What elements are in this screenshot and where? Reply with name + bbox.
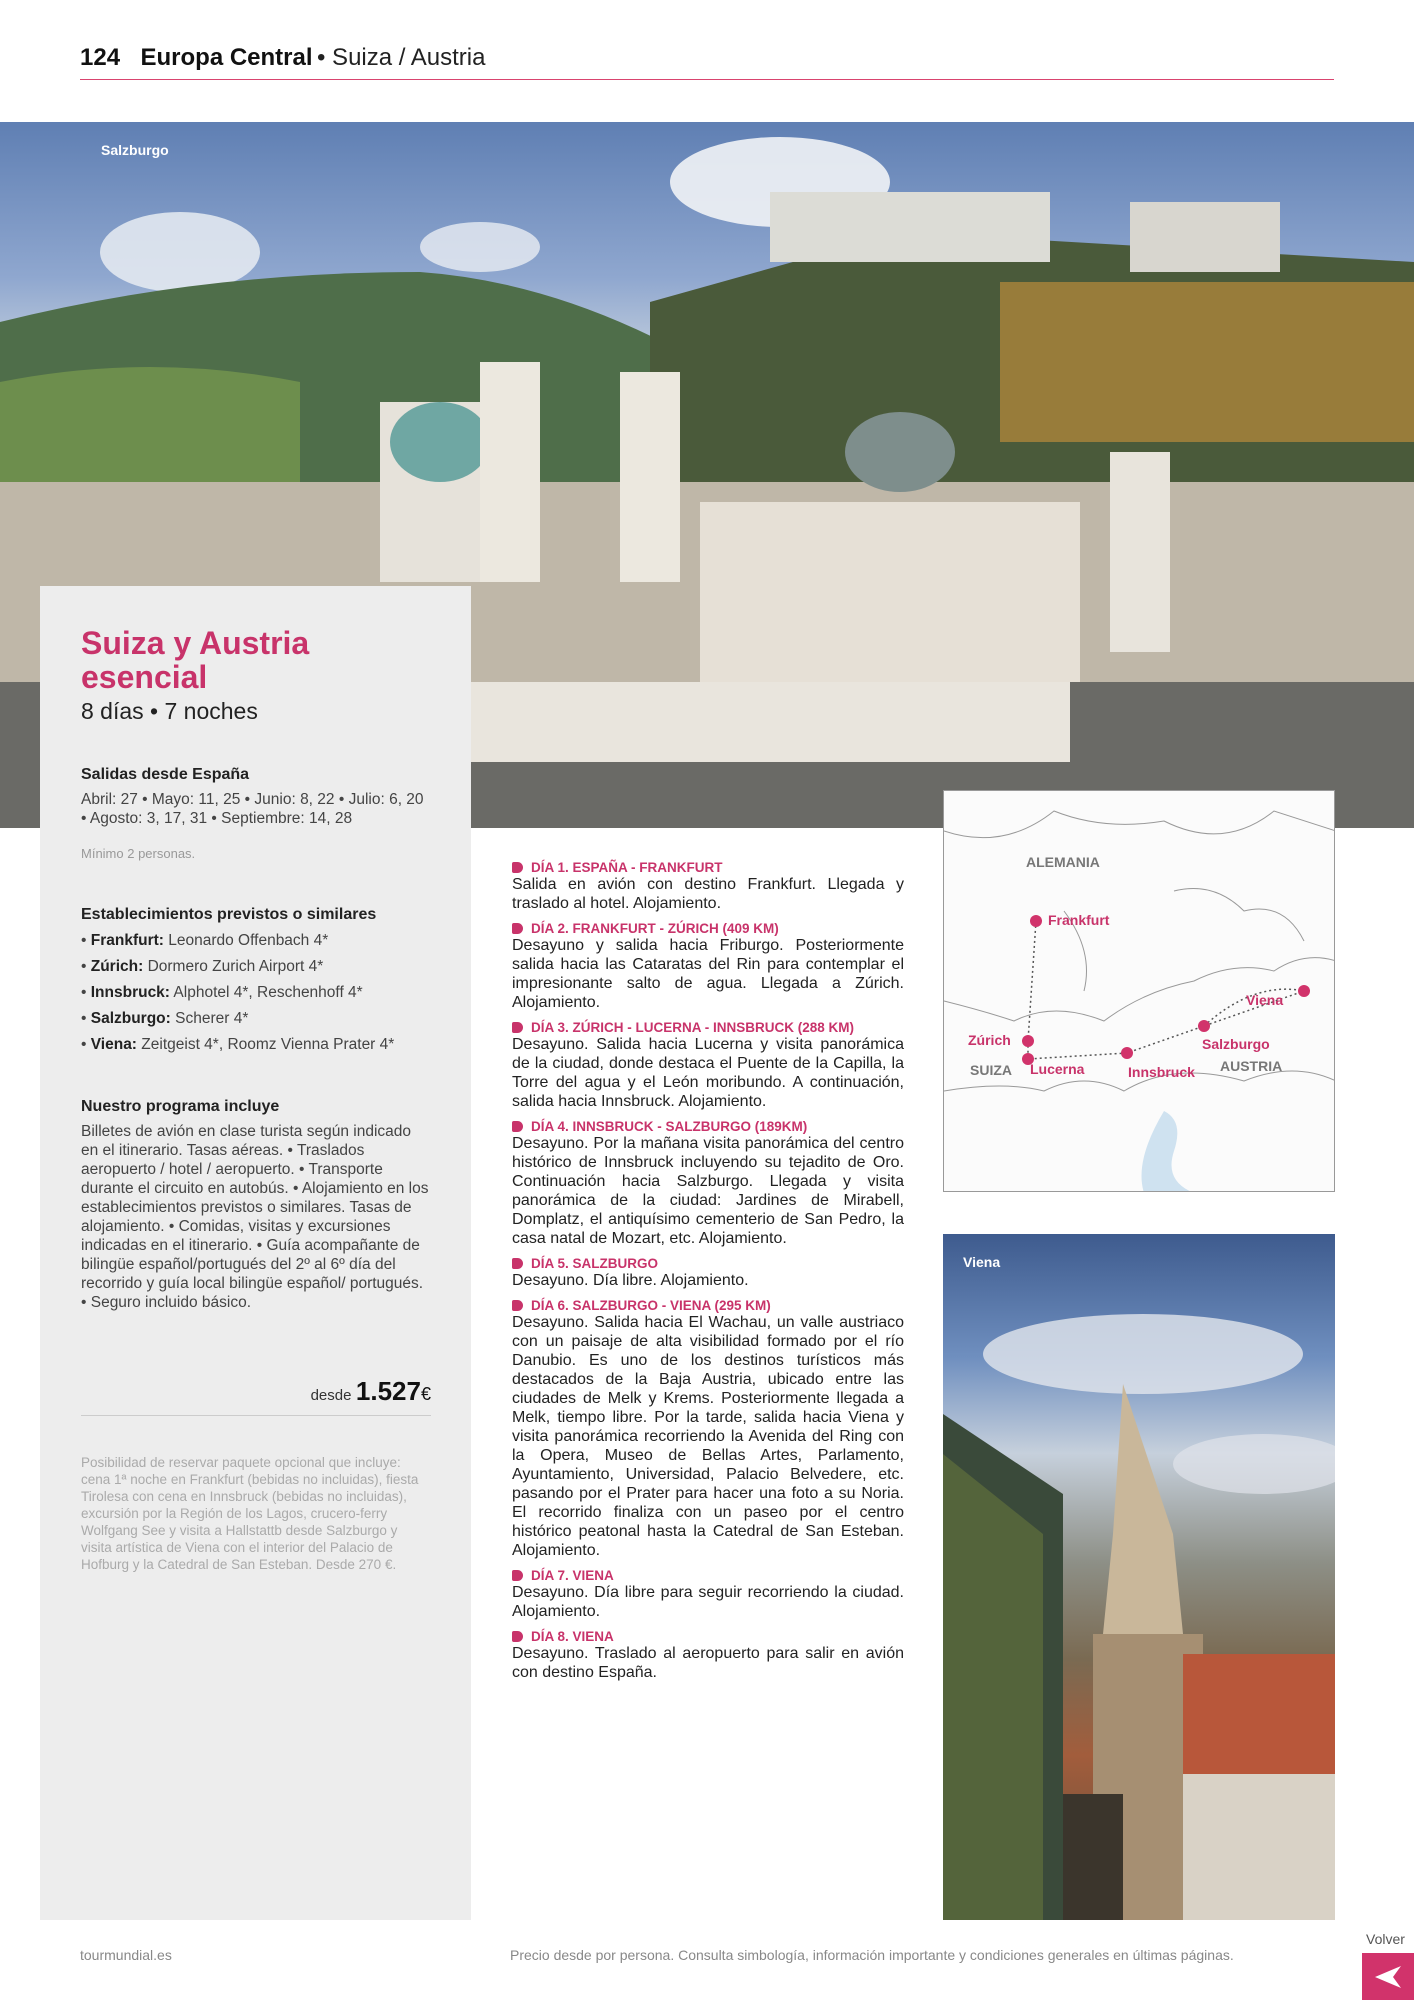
- footer-site: tourmundial.es: [80, 1947, 172, 1963]
- itinerary-day: [512, 860, 904, 913]
- viena-label: Viena: [963, 1254, 1001, 1270]
- itinerary-day: [512, 1568, 904, 1621]
- day-heading: [512, 1119, 904, 1134]
- minimum-persons: Mínimo 2 personas.: [81, 846, 196, 861]
- hotel-item: • Viena: Zeitgeist 4*, Roomz Vienna Prater 4*: [81, 1036, 395, 1053]
- map-label-lucerna: Lucerna: [1030, 1061, 1085, 1077]
- day-text: Desayuno. Salida hacia El Wachau, un valle austriaco con un paisaje de alta visibilidad formado por el río Danubio. Es uno de los destinos turísticos más destacados de la Baja Austria, ubicado entre las ciudades de Melk y Krems. Posteriormente llegada a Melk, tiempo libre. Por la tarde, salida hacia Viena y visita panorámica recorriendo la Avenida del Ring con la Opera, Museo de Bellas Artes, Parlamento, Ayuntamiento, Universidad, Palacio Belvedere, etc. pasando por el Prater para hacer una foto a su Noria. El recorrido finaliza con un paseo por el centro histórico peatonal hasta la Catedral de San Esteban. Alojamiento.: [512, 1314, 904, 1559]
- page-header: [80, 44, 1334, 80]
- day-heading: [512, 1298, 904, 1313]
- map-label-viena: Viena: [1246, 992, 1284, 1008]
- day-text: Desayuno. Día libre para seguir recorriendo la ciudad. Alojamiento.: [512, 1584, 904, 1620]
- section-title: Europa Central: [140, 44, 313, 71]
- day-title: DÍA 1. ESPAÑA - FRANKFURT: [531, 860, 723, 875]
- price-block: [81, 1376, 431, 1416]
- day-title: DÍA 8. VIENA: [531, 1629, 614, 1644]
- establecimientos-section: [81, 906, 441, 1058]
- hotel-name: Alphotel 4*, Reschenhoff 4*: [173, 984, 363, 1001]
- map-point-innsbruck: [1121, 1047, 1133, 1059]
- map-label-alemania: ALEMANIA: [1026, 854, 1100, 870]
- day-arrow-icon: [512, 1300, 523, 1311]
- hotel-city: Zúrich:: [90, 958, 144, 975]
- volver-label[interactable]: Volver: [1366, 1931, 1405, 1947]
- itinerary-day: [512, 1298, 904, 1560]
- incluye-heading: Nuestro programa incluye: [81, 1098, 280, 1115]
- map-label-salzburgo: Salzburgo: [1202, 1036, 1270, 1052]
- itinerary-day: [512, 1020, 904, 1111]
- day-text: Salida en avión con destino Frankfurt. Llegada y traslado al hotel. Alojamiento.: [512, 876, 904, 912]
- day-arrow-icon: [512, 923, 523, 934]
- tour-title: Suiza y Austria esencial: [81, 625, 310, 695]
- itinerary-day: [512, 1256, 904, 1290]
- day-text: Desayuno. Día libre. Alojamiento.: [512, 1272, 749, 1289]
- map-point-frankfurt: [1030, 915, 1042, 927]
- establecimientos-heading: Establecimientos previstos o similares: [81, 906, 377, 923]
- hotel-city: Viena:: [90, 1036, 137, 1053]
- section-subtitle: • Suiza / Austria: [316, 44, 486, 71]
- map-label-zurich: Zúrich: [968, 1032, 1011, 1048]
- salidas-heading: Salidas desde España: [81, 766, 250, 783]
- day-text: Desayuno. Por la mañana visita panorámica del centro histórico de Innsbruck incluyendo su tejadito de Oro. Continuación hacia Salzburgo. Llegada y visita panorámica de la ciudad: Jardines de Mirabell, Domplatz, el antiquísimo cementerio de San Pedro, la casa natal de Mozart, etc. Alojamiento.: [512, 1135, 904, 1247]
- page-number: 124: [80, 44, 121, 71]
- day-arrow-icon: [512, 1631, 523, 1642]
- itinerary: [512, 860, 904, 1690]
- hotel-item: • Salzburgo: Scherer 4*: [81, 1010, 249, 1027]
- back-arrow-icon: [1375, 1966, 1401, 1988]
- price-currency: €: [420, 1384, 431, 1404]
- map-label-innsbruck: Innsbruck: [1128, 1064, 1195, 1080]
- route-map-svg: [944, 791, 1335, 1192]
- map-point-zurich: [1022, 1035, 1034, 1047]
- back-button[interactable]: [1362, 1953, 1414, 2000]
- day-text: Desayuno. Salida hacia Lucerna y visita panorámica de la ciudad, donde destaca el Puente de la Capilla, la Torre del agua y el León moribundo. A continuación, salida hacia Innsbruck. Alojamiento.: [512, 1036, 904, 1110]
- incluye-text: Billetes de avión en clase turista según indicado en el itinerario. Tasas aéreas. • Traslados aeropuerto / hotel / aeropuerto. • Transporte durante el circuito en autobús. • Alojamiento en los establecimientos previstos o similares. Tasas de alojamiento. • Comidas, visitas y excursiones indicadas en el itinerario. • Guía acompañante de bilingüe español/portugués del 2º al 6º día del recorrido y guía local bilingüe español/ portugués. • Seguro incluido básico.: [81, 1123, 429, 1311]
- hotel-name: Dormero Zurich Airport 4*: [147, 958, 324, 975]
- tour-duration: 8 días • 7 noches: [81, 698, 258, 724]
- itinerary-day: [512, 1119, 904, 1248]
- optional-package-note: Posibilidad de reservar paquete opcional que incluye: cena 1ª noche en Frankfurt (bebidas no incluidas), fiesta Tirolesa con cena en Innsbruck (bebidas no incluidas), excursión por la Región de los Lagos, crucero-ferry Wolfgang See y visita a Hallstattb desde Salzburgo y visita artística de Viena con el interior del Palacio de Hofburg y la Catedral de San Esteban. Desde 270 €.: [81, 1455, 419, 1572]
- day-heading: [512, 860, 904, 875]
- hotel-name: Scherer 4*: [175, 1010, 249, 1027]
- hotel-name: Leonardo Offenbach 4*: [168, 932, 329, 949]
- footer-note: Precio desde por persona. Consulta simbología, información importante y condiciones generales en últimas páginas.: [510, 1947, 1234, 1963]
- hotel-name: Zeitgeist 4*, Roomz Vienna Prater 4*: [141, 1036, 395, 1053]
- hotel-item: • Frankfurt: Leonardo Offenbach 4*: [81, 932, 329, 949]
- day-title: DÍA 6. SALZBURGO - VIENA (295 KM): [531, 1298, 771, 1313]
- incluye-section: [81, 1098, 431, 1312]
- itinerary-day: [512, 1629, 904, 1682]
- day-heading: [512, 1568, 904, 1583]
- day-text: Desayuno. Traslado al aeropuerto para salir en avión con destino España.: [512, 1645, 904, 1681]
- day-heading: [512, 1629, 904, 1644]
- day-heading: [512, 1020, 904, 1035]
- day-title: DÍA 5. SALZBURGO: [531, 1256, 659, 1271]
- hotel-city: Frankfurt:: [90, 932, 164, 949]
- salidas-dates: Abril: 27 • Mayo: 11, 25 • Junio: 8, 22 • Julio: 6, 20 • Agosto: 3, 17, 31 • Septiembre: 14, 28: [81, 791, 424, 827]
- hotel-city: Salzburgo:: [90, 1010, 171, 1027]
- day-title: DÍA 7. VIENA: [531, 1568, 614, 1583]
- day-title: DÍA 3. ZÚRICH - LUCERNA - INNSBRUCK (288 KM): [531, 1020, 855, 1035]
- day-heading: [512, 1256, 904, 1271]
- day-arrow-icon: [512, 1022, 523, 1033]
- viena-illustration: [943, 1234, 1335, 1920]
- tour-info-panel: [40, 586, 471, 1920]
- day-text: Desayuno y salida hacia Friburgo. Posteriormente salida hacia las Cataratas del Rin para contemplar el impresionante salto de agua. Llegada a Zúrich. Alojamiento.: [512, 937, 904, 1011]
- day-arrow-icon: [512, 1121, 523, 1132]
- salidas-section: [81, 766, 431, 828]
- hotel-item: • Zúrich: Dormero Zurich Airport 4*: [81, 958, 324, 975]
- day-title: DÍA 4. INNSBRUCK - SALZBURGO (189KM): [531, 1119, 808, 1134]
- price-amount: 1.527: [355, 1376, 421, 1406]
- day-title: DÍA 2. FRANKFURT - ZÚRICH (409 KM): [531, 921, 779, 936]
- viena-photo: [943, 1234, 1335, 1920]
- day-heading: [512, 921, 904, 936]
- map-label-austria: AUSTRIA: [1220, 1058, 1283, 1074]
- hotel-city: Innsbruck:: [90, 984, 170, 1001]
- day-arrow-icon: [512, 1570, 523, 1581]
- hero-label: Salzburgo: [101, 142, 169, 158]
- map-label-suiza: SUIZA: [970, 1062, 1012, 1078]
- itinerary-day: [512, 921, 904, 1012]
- map-point-viena: [1298, 985, 1310, 997]
- day-arrow-icon: [512, 1258, 523, 1269]
- route-map: [943, 790, 1335, 1192]
- day-arrow-icon: [512, 862, 523, 873]
- price-prefix: desde: [310, 1387, 352, 1404]
- map-point-salzburgo: [1198, 1020, 1210, 1032]
- hotel-item: • Innsbruck: Alphotel 4*, Reschenhoff 4*: [81, 984, 363, 1001]
- map-label-frankfurt: Frankfurt: [1048, 912, 1110, 928]
